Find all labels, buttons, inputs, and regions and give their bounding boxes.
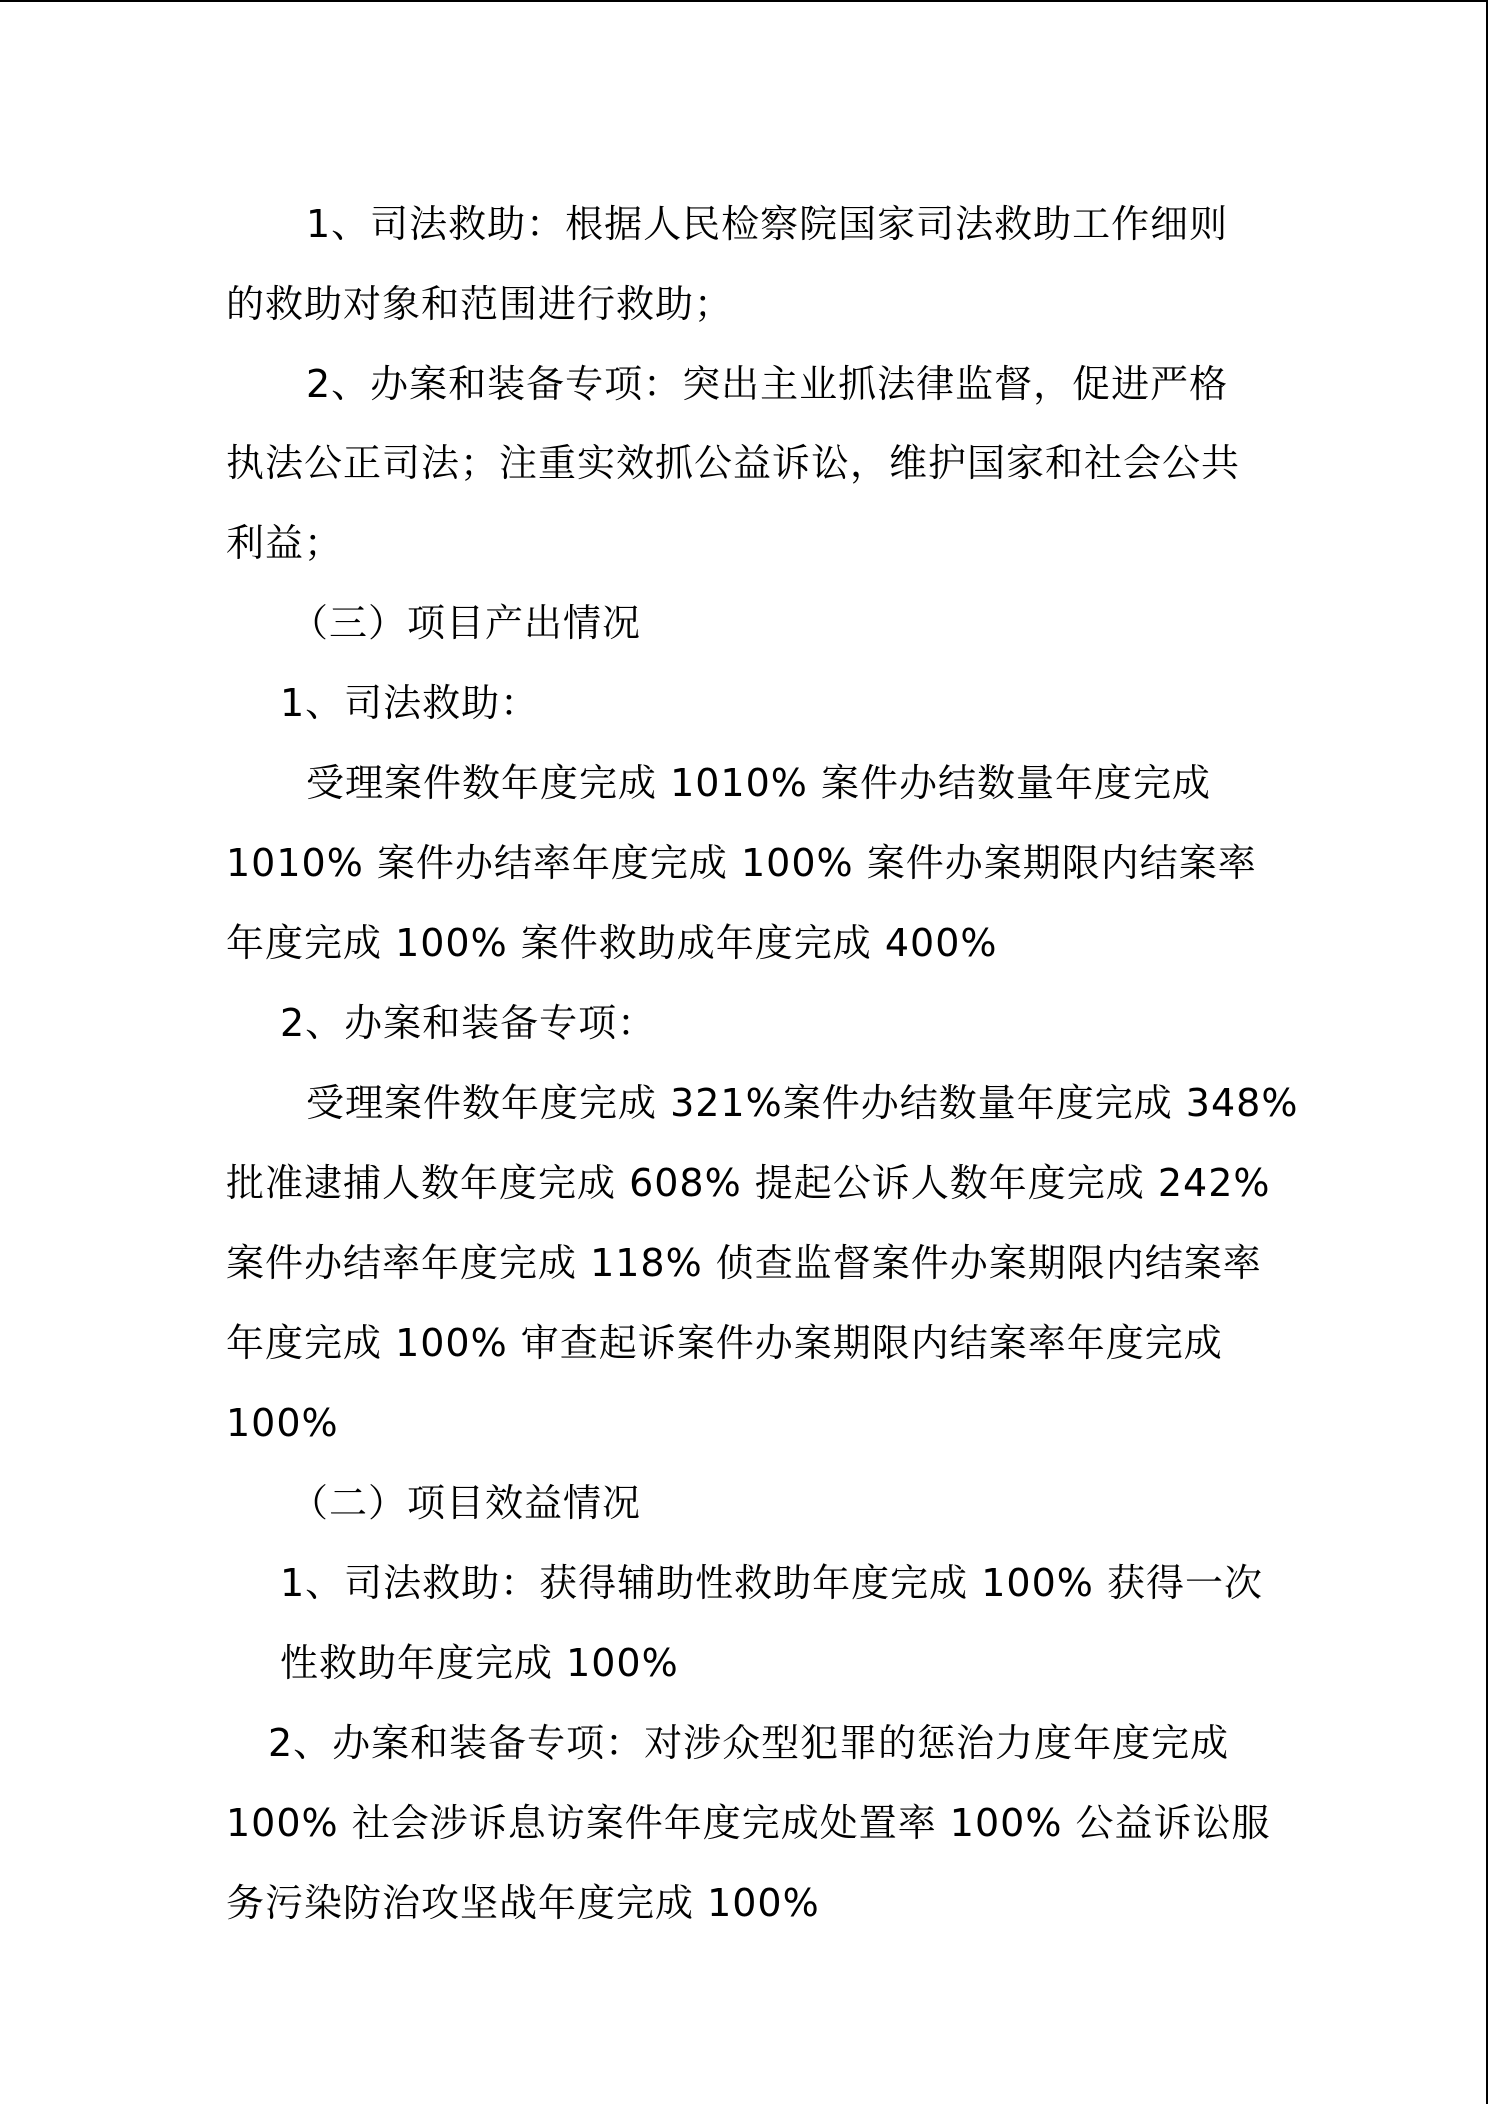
text-line: 2、办案和装备专项：对涉众型犯罪的惩治力度年度完成: [268, 1721, 1230, 1765]
text-line: 受理案件数年度完成 1010% 案件办结数量年度完成: [306, 761, 1211, 805]
text-line: 的救助对象和范围进行救助；: [226, 282, 734, 326]
text-line: 性救助年度完成 100%: [280, 1641, 679, 1685]
text-line: 受理案件数年度完成 321%案件办结数量年度完成 348%: [306, 1081, 1299, 1125]
text-line: 执法公正司法；注重实效抓公益诉讼，维护国家和社会公共: [226, 441, 1241, 485]
text-line: 利益；: [226, 521, 344, 565]
text-line: 批准逮捕人数年度完成 608% 提起公诉人数年度完成 242%: [226, 1161, 1271, 1205]
text-line: 1、司法救助：获得辅助性救助年度完成 100% 获得一次: [280, 1561, 1263, 1605]
text-line: 1010% 案件办结率年度完成 100% 案件办案期限内结案率: [226, 841, 1257, 885]
section-heading: （二）项目效益情况: [290, 1481, 642, 1525]
text-line: 务污染防治攻坚战年度完成 100%: [226, 1881, 820, 1925]
text-line: 100%: [226, 1401, 339, 1445]
subsection-heading: 2、办案和装备专项：: [280, 1001, 657, 1045]
text-line: 2、办案和装备专项：突出主业抓法律监督，促进严格: [306, 362, 1229, 406]
section-heading: （三）项目产出情况: [290, 601, 642, 645]
text-line: 1、司法救助：根据人民检察院国家司法救助工作细则: [306, 202, 1229, 246]
subsection-heading: 1、司法救助：: [280, 681, 540, 725]
text-line: 年度完成 100% 审查起诉案件办案期限内结案率年度完成: [226, 1321, 1223, 1365]
text-line: 100% 社会涉诉息访案件年度完成处置率 100% 公益诉讼服: [226, 1801, 1271, 1845]
text-line: 案件办结率年度完成 118% 侦查监督案件办案期限内结案率: [226, 1241, 1262, 1285]
text-line: 年度完成 100% 案件救助成年度完成 400%: [226, 921, 998, 965]
